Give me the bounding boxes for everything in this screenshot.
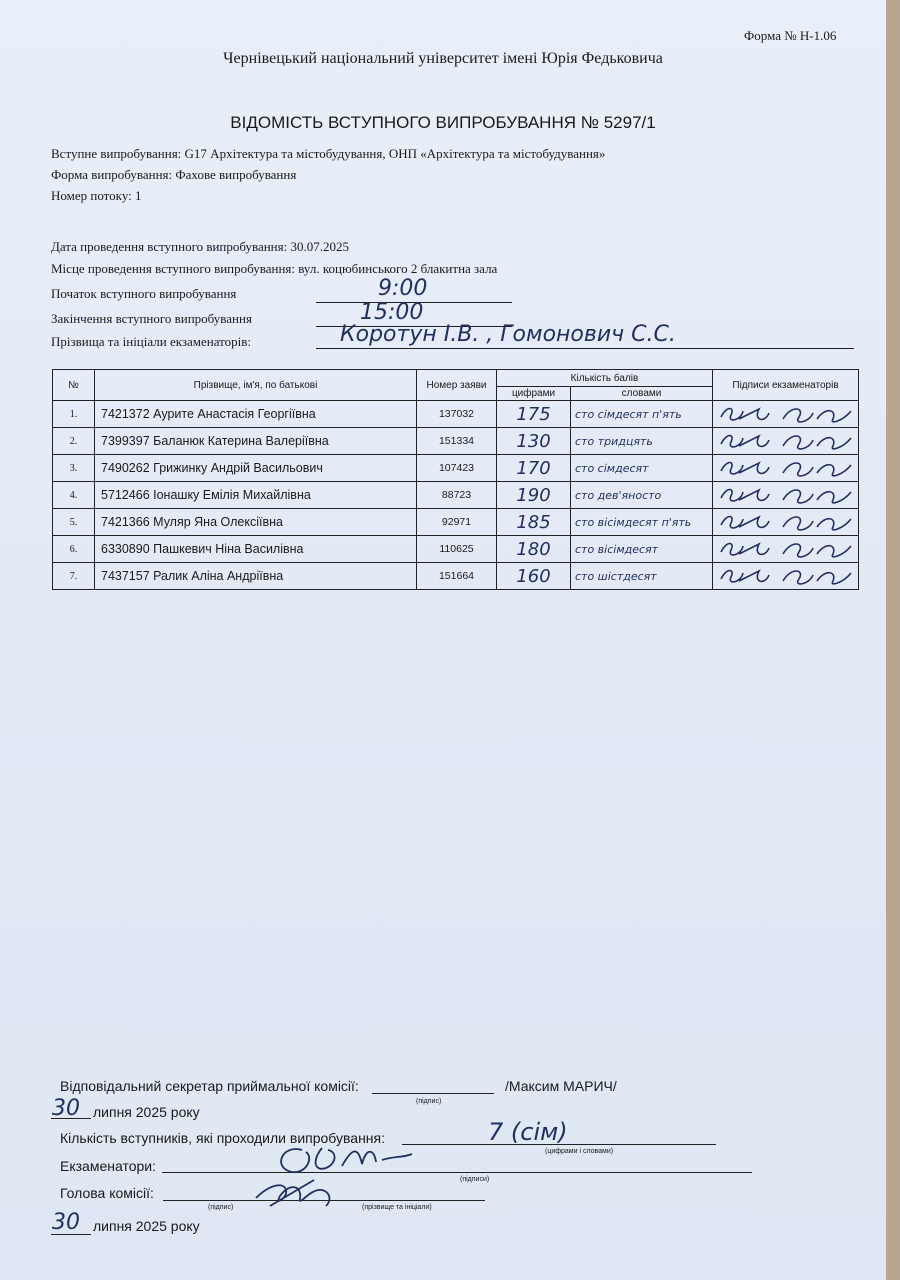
row-number: 3. [53,455,95,482]
score-words: сто тридцять [571,428,713,455]
application-number: 137032 [417,401,497,428]
applicant-name: 7490262 Грижинку Андрій Васильович [95,455,417,482]
exam-place: Місце проведення вступного випробування: вул. коцюбинського 2 блакитна зала [51,261,498,276]
signature-icon [713,401,859,427]
score-digits: 180 [497,536,571,563]
application-number: 151664 [417,563,497,590]
score-words: сто вісімдесят [571,536,713,563]
document-title: ВІДОМІСТЬ ВСТУПНОГО ВИПРОБУВАННЯ № 5297/1 [230,113,656,132]
score-digits: 130 [497,428,571,455]
exam-subject: Вступне випробування: G17 Архітектура та містобудування, ОНП «Архітектура та містобудування» [51,146,606,161]
head-label: Голова комісії: [60,1185,154,1201]
date2-day: 30 [52,1210,80,1235]
applicant-name: 7421366 Муляр Яна Олексіївна [95,509,417,536]
signature-icon [713,428,859,454]
count-caption: (цифрами і словами) [545,1148,614,1155]
signature-icon [713,455,859,481]
row-number: 4. [53,482,95,509]
applicant-name: 7399397 Баланюк Катерина Валеріївна [95,428,417,455]
table-row [53,563,859,590]
secretary-sign-line [372,1093,494,1094]
header-signatures: Підписи екзаменаторів [713,370,859,401]
date1-day: 30 [52,1096,80,1121]
signature-icon [713,563,859,589]
header-score: Кількість балів [497,370,713,387]
applicant-name: 7437157 Ралик Аліна Андріївна [95,563,417,590]
end-value: 15:00 [360,300,424,325]
table-row [53,428,859,455]
score-digits: 185 [497,509,571,536]
examiners-label: Прізвища та ініціали екзаменаторів: [51,334,252,349]
examiners-footer-line [162,1172,752,1173]
row-number: 2. [53,428,95,455]
exam-date: Дата проведення вступного випробування: 30.07.2025 [51,239,349,254]
score-words: сто сімдесят п'ять [571,401,713,428]
examiners-footer-caption: (підписи) [460,1176,490,1183]
applicant-name: 7421372 Аурите Анастасія Георгіївна [95,401,417,428]
head-caption-signature: (підпис) [208,1204,234,1211]
application-number: 110625 [417,536,497,563]
table-row [53,455,859,482]
score-words: сто дев'яносто [571,482,713,509]
score-words: сто вісімдесят п'ять [571,509,713,536]
count-value: 7 (сім) [488,1118,568,1146]
application-number: 107423 [417,455,497,482]
score-digits: 170 [497,455,571,482]
score-digits: 190 [497,482,571,509]
secretary-label: Відповідальний секретар приймальної комісії: [60,1078,359,1094]
exam-form: Форма випробування: Фахове випробування [51,167,297,182]
end-label: Закінчення вступного випробування [51,311,252,326]
table-row [53,509,859,536]
examiner-signatures [713,455,859,482]
applicant-name: 5712466 Іонашку Емілія Михайлівна [95,482,417,509]
signature-icon [713,509,859,535]
background-edge [886,0,900,1280]
start-value: 9:00 [378,276,428,301]
examiners-underline [316,348,854,349]
scores-table [52,369,859,590]
application-number: 92971 [417,509,497,536]
examiner-signatures [713,482,859,509]
application-number: 151334 [417,428,497,455]
table-row [53,401,859,428]
secretary-name: /Максим МАРИЧ/ [505,1078,617,1094]
university-name: Чернівецький національний університет імені Юрія Федьковича [223,50,663,67]
examiner-signatures [713,563,859,590]
examiner-signatures [713,401,859,428]
stream-number: Номер потоку: 1 [51,188,142,203]
applicant-name: 6330890 Пашкевич Ніна Василівна [95,536,417,563]
examiner-signatures [713,428,859,455]
examiners-footer-label: Екзаменатори: [60,1158,156,1174]
form-number: Форма № Н-1.06 [744,28,837,43]
signature-icon [713,482,859,508]
row-number: 7. [53,563,95,590]
table-row [53,482,859,509]
header-score-digits: цифрами [497,387,571,401]
application-number: 88723 [417,482,497,509]
row-number: 5. [53,509,95,536]
date1-rest: липня 2025 року [93,1104,200,1120]
row-number: 6. [53,536,95,563]
start-label: Початок вступного випробування [51,286,237,301]
header-num: № [53,370,95,401]
secretary-caption: (підпис) [416,1098,442,1105]
count-label: Кількість вступників, які проходили випробування: [60,1130,386,1146]
score-digits: 160 [497,563,571,590]
header-application: Номер заяви [417,370,497,401]
date2-rest: липня 2025 року [93,1218,200,1234]
table-row [53,536,859,563]
head-signature-icon [250,1176,340,1212]
score-words: сто шістдесят [571,563,713,590]
examiner-signatures [713,536,859,563]
examiners-value: Коротун І.В. , Гомонович С.С. [340,322,676,347]
row-number: 1. [53,401,95,428]
score-digits: 175 [497,401,571,428]
header-score-words: словами [571,387,713,401]
score-words: сто сімдесят [571,455,713,482]
signature-icon [713,536,859,562]
head-caption-name: (прізвище та ініціали) [362,1204,432,1211]
header-name: Прізвище, ім'я, по батькові [95,370,417,401]
examiner-signatures [713,509,859,536]
